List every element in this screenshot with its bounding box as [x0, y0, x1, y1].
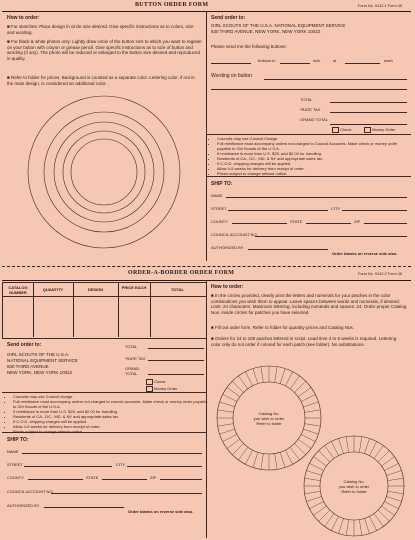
- check-checkbox[interactable]: [332, 127, 339, 133]
- grand-total-label: GRAND TOTAL: [300, 117, 329, 122]
- note-item: • Full remittance must accompany orders not charged to Council Accounts. Make check or money order payable to Girl Scouts of the U.S.A.: [217, 141, 412, 151]
- bottom-state-field[interactable]: [102, 479, 147, 480]
- note-item: • Residents of CA., DC., MD. & NY add appropriate sales tax.: [217, 156, 412, 161]
- bottom-send-order-to: Send order to:: [7, 342, 42, 348]
- name-field[interactable]: [226, 197, 407, 198]
- bottom-rate-tax-label: *RATE TAX: [125, 356, 146, 361]
- table-header-price: PRICE EACH: [121, 285, 147, 290]
- bottom-county-field[interactable]: [28, 479, 83, 480]
- at-label: at: [333, 58, 337, 63]
- border-form-number: Form No. 5142-2 Form 46: [358, 272, 402, 276]
- ship-to-heading: SHIP TO:: [211, 181, 233, 187]
- button-size-circles[interactable]: [0, 92, 206, 267]
- city-label: CITY: [331, 206, 341, 211]
- button-step-1: ■ For sketches: Place design in circle size desired. Give specific instructions as to colors, size and wording.: [7, 24, 194, 35]
- address-line-2: 830 THIRD AVENUE, NEW YORK, NEW YORK 10022: [211, 29, 321, 34]
- ship-to-rule: [206, 176, 411, 177]
- rate-tax-label: *RATE TAX: [300, 107, 321, 112]
- buttons-in-label: buttons in: [258, 58, 276, 63]
- bottom-total-field[interactable]: [148, 348, 204, 349]
- table-header-quantity: QUANTITY: [42, 287, 64, 292]
- bottom-address-4: NEW YORK, NEW YORK 10022: [7, 370, 73, 375]
- city-field[interactable]: [342, 210, 407, 211]
- note-item: • If C.O.D. shipping charges will be applied.: [13, 419, 208, 424]
- bottom-rate-tax-field[interactable]: [148, 360, 204, 361]
- zip-field[interactable]: [364, 223, 407, 224]
- bottom-street-field[interactable]: [24, 466, 112, 467]
- border-step-2: ■ Fill out order form. Refer to folder for quantity prices and Catalog Nos.: [211, 325, 355, 330]
- street-field[interactable]: [228, 210, 328, 211]
- bottom-street-label: STREET: [7, 462, 23, 467]
- money-order-option[interactable]: Money Order: [364, 127, 395, 133]
- bottom-address-2: NATIONAL EQUIPMENT SERVICE: [7, 358, 78, 363]
- bottom-city-label: CITY: [116, 462, 126, 467]
- state-label: STATE: [290, 219, 303, 224]
- button-form-number: Form No. 5142-1 Form 45: [358, 4, 402, 8]
- bullet-square-icon: ■: [211, 325, 215, 330]
- bottom-ship-to-heading: SHIP TO:: [7, 437, 29, 443]
- please-send-text: Please send me the following buttons:: [211, 44, 287, 49]
- button-size-field[interactable]: [280, 63, 310, 64]
- bottom-zip-label: ZIP: [150, 475, 157, 480]
- bottom-name-field[interactable]: [22, 453, 202, 454]
- note-item: • If C.O.D. shipping charges will be applied.: [217, 161, 412, 166]
- note-item: • Prices subject to change without notice.: [13, 429, 208, 434]
- note-item: • Allow 4-5 weeks for delivery from receipt of order.: [217, 166, 412, 171]
- bottom-grand-total-field[interactable]: [148, 374, 204, 375]
- note-item: • Prices subject to change without notice.: [217, 171, 412, 176]
- send-order-to-heading: Send order to:: [211, 15, 246, 21]
- bottom-name-label: NAME: [7, 449, 19, 454]
- bottom-county-label: COUNTY: [7, 475, 24, 480]
- bottom-order-blanks-note: Order blanks on reverse side also.: [128, 509, 194, 514]
- button-quantity-field[interactable]: [211, 63, 251, 64]
- bottom-check-checkbox[interactable]: [146, 379, 153, 385]
- note-item: • Full remittance must accompany orders not charged to council accounts. Make check or money order payable to Girl Scouts of the U.S.A.: [13, 399, 208, 409]
- note-item: • Councils may use Council charge.: [13, 394, 208, 399]
- note-item: • Residents of CA., DC., MD. & NY add appropriate sales tax.: [13, 414, 208, 419]
- note-item: • Councils may use Council Charge: [217, 136, 412, 141]
- bullet-square-icon: ■: [7, 39, 11, 44]
- bottom-authorized-by-field[interactable]: [44, 507, 124, 508]
- bottom-zip-field[interactable]: [160, 479, 202, 480]
- button-order-form-title: BUTTON ORDER FORM: [135, 2, 209, 8]
- patch-1-label: Catalog No. you wish to order Refer to folder: [253, 411, 285, 426]
- rate-tax-field[interactable]: [330, 112, 407, 113]
- border-step-1: ■ In the circles provided, clearly print the letters and numerals for your patches in the color combinations you wish them to appear. Leave spaces between words and numerals, if desired. Limit: 24 characters. Maximum lettering, including numerals and spaces: 24. Order proper Catalog Nos. inside circles for patches you have selected.: [211, 293, 407, 315]
- bullet-square-icon: ■: [7, 24, 11, 29]
- table-col-rule: [118, 282, 119, 337]
- tear-line: [2, 266, 411, 267]
- how-to-order-heading: How to order:: [7, 15, 40, 21]
- check-option[interactable]: Check: [332, 127, 351, 133]
- authorized-by-label: AUTHORIZED BY: [211, 245, 244, 250]
- table-header-catalog: CATALOG NUMBER: [8, 285, 28, 295]
- bottom-check-option[interactable]: Check: [146, 379, 165, 385]
- button-step-3: ■ Refer to folder for prices. Background is counted as a separate color. Lettering color, if not in the main design, is considered an additional color.: [7, 75, 195, 86]
- patch-2-label: Catalog No. you wish to order Refer to folder: [338, 479, 370, 494]
- bottom-how-to-order-heading: How to order:: [211, 284, 244, 290]
- bottom-ship-rule: [2, 432, 206, 433]
- top-right-rule: [206, 134, 411, 135]
- order-a-border-title: ORDER-A-BORDER ORDER FORM: [128, 270, 235, 276]
- total-field[interactable]: [330, 102, 407, 103]
- wording-field[interactable]: [264, 79, 407, 80]
- zip-label: ZIP: [354, 219, 361, 224]
- wording-on-button-label: Wording on button: [211, 73, 252, 79]
- bottom-notes-rule: [2, 392, 206, 393]
- button-step-2: ■ For black & white photos only: Lightly draw circle of the button size to which you want to register on your button with crayon or grease pencil. Give specific instructions as to size of button and wording (if any). The photo will be reduced or enlarged to the button size desired and reproduced in quality.: [7, 39, 202, 61]
- state-field[interactable]: [306, 223, 351, 224]
- grand-total-field[interactable]: [330, 124, 407, 125]
- table-header-total: TOTAL: [171, 287, 184, 292]
- patch-circles[interactable]: [206, 348, 411, 538]
- bottom-address-1: GIRL SCOUTS OF THE U.S.A.: [7, 352, 70, 357]
- address-line-1: GIRL SCOUTS OF THE U.S.A. NATIONAL EQUIPMENT SERVICE: [211, 23, 346, 28]
- bottom-city-field[interactable]: [127, 466, 202, 467]
- bottom-council-account-label: COUNCIL ACCOUNT NO.: [7, 489, 54, 494]
- wording-field-2[interactable]: [211, 89, 407, 90]
- note-item: • If remittance is more than U.S. $25, add $2.00 for handling.: [217, 151, 412, 156]
- bottom-state-label: STATE: [86, 475, 99, 480]
- county-field[interactable]: [232, 223, 287, 224]
- street-label: STREET: [211, 206, 227, 211]
- order-blanks-note: Order blanks on reverse side also.: [332, 251, 398, 256]
- bullet-square-icon: ■: [211, 293, 215, 298]
- bottom-grand-total-label: GRAND TOTAL: [125, 366, 140, 376]
- note-item: • If remittance is more than U.S. $25, add $2.00 for handling.: [13, 409, 208, 414]
- county-label: COUNTY: [211, 219, 228, 224]
- council-account-label: COUNCIL ACCOUNT NO.: [211, 232, 258, 237]
- bottom-money-order-option[interactable]: Money Order: [146, 386, 177, 392]
- bullet-square-icon: ■: [211, 336, 215, 341]
- table-header-design: DESIGN: [87, 287, 104, 292]
- border-step-3: ■ Orders for 24 to 100 patches lettered in script. Lead time 4 to 6 weeks is required. Lettering color only do not order if colored for each patch (see folder). No substitutions.: [211, 336, 397, 347]
- top-order-notes: [211, 136, 412, 176]
- inch-label: inch: [313, 58, 321, 63]
- bottom-council-account-field[interactable]: [51, 493, 202, 494]
- note-item: • Allow 4-5 weeks for delivery from receipt of order.: [13, 424, 208, 429]
- money-order-checkbox[interactable]: [364, 127, 371, 133]
- bullet-square-icon: ■: [7, 75, 11, 80]
- bottom-authorized-by-label: AUTHORIZED BY: [7, 503, 40, 508]
- bottom-address-3: 830 THIRD AVENUE: [7, 364, 49, 369]
- council-account-field[interactable]: [255, 236, 407, 237]
- bottom-total-label: TOTAL: [125, 344, 138, 349]
- total-label: TOTAL: [300, 97, 313, 102]
- authorized-by-field[interactable]: [248, 249, 328, 250]
- bottom-order-notes: [7, 394, 208, 434]
- button-price-field[interactable]: [345, 63, 380, 64]
- each-label: each: [384, 58, 393, 63]
- name-label: NAME: [211, 193, 223, 198]
